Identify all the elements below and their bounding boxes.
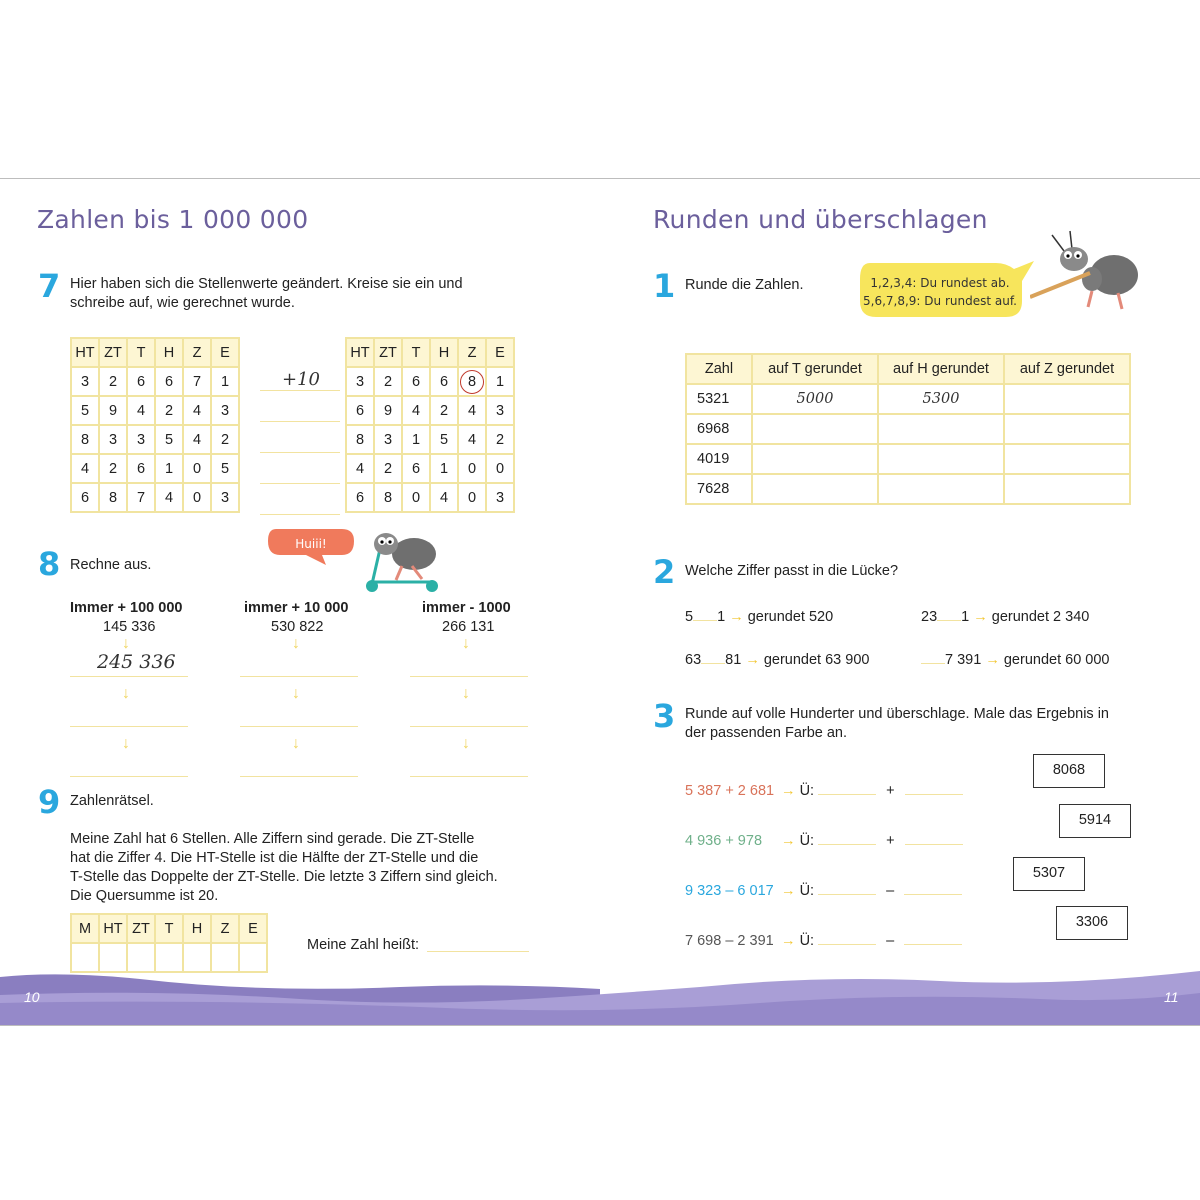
col-header: auf T gerundet bbox=[752, 354, 878, 384]
arrow-down-icon: ↓ bbox=[122, 635, 130, 652]
col-header: H bbox=[155, 338, 183, 367]
grid-cell: 2 bbox=[430, 396, 458, 425]
grid-cell: 2 bbox=[374, 367, 402, 396]
grid-cell: 4 bbox=[127, 396, 155, 425]
col-header: E bbox=[486, 338, 514, 367]
digit-gap[interactable] bbox=[693, 606, 717, 621]
workbook-spread bbox=[0, 178, 1200, 1026]
task3-text-line2: der passenden Farbe an. bbox=[685, 725, 848, 741]
grid-cell: 7 bbox=[183, 367, 211, 396]
page-number-right: 11 bbox=[1164, 989, 1179, 1005]
grid-cell: 1 bbox=[486, 367, 514, 396]
task7-answer-1: +10 bbox=[282, 369, 320, 390]
table-cell-answer[interactable] bbox=[752, 414, 878, 444]
estimate-gap[interactable] bbox=[818, 880, 876, 895]
arrow-right-icon: → bbox=[781, 933, 796, 949]
rounded-value: gerundet 63 900 bbox=[763, 652, 870, 668]
grid-cell: 4 bbox=[458, 396, 486, 425]
grid-cell: 6 bbox=[71, 483, 99, 512]
grid-cell: 2 bbox=[374, 454, 402, 483]
arrow-right-icon: → bbox=[729, 609, 744, 625]
grid-cell: 6 bbox=[402, 367, 430, 396]
col-header: Z bbox=[458, 338, 486, 367]
arrow-down-icon: ↓ bbox=[292, 685, 300, 702]
ant-with-pencil-illustration bbox=[1030, 229, 1142, 313]
grid-cell: 4 bbox=[458, 425, 486, 454]
expression: 9 323 – 6 017 bbox=[685, 883, 774, 899]
answer-line[interactable] bbox=[260, 421, 340, 422]
grid-cell: 0 bbox=[183, 454, 211, 483]
speech-bubble bbox=[266, 525, 356, 567]
task8-col3-start: 266 131 bbox=[442, 619, 495, 635]
digits-after: 7 391 bbox=[945, 652, 982, 668]
arrow-down-icon: ↓ bbox=[462, 635, 470, 652]
expression: 5 387 + 2 681 bbox=[685, 783, 775, 799]
rule-speech-bubble bbox=[856, 257, 1036, 323]
task8-answer-1: 245 336 bbox=[97, 651, 176, 673]
grid-cell: 3 bbox=[71, 367, 99, 396]
col-header: H bbox=[183, 914, 211, 943]
grid-cell: 3 bbox=[486, 396, 514, 425]
grid-cell: 6 bbox=[127, 367, 155, 396]
grid-cell: 8 bbox=[71, 425, 99, 454]
grid-cell: 4 bbox=[71, 454, 99, 483]
grid-cell: 2 bbox=[211, 425, 239, 454]
grid-cell-circled bbox=[458, 367, 486, 396]
answer-line[interactable] bbox=[240, 726, 358, 727]
operator: + bbox=[886, 833, 895, 849]
task7-grid-left bbox=[70, 337, 240, 513]
task9-para-line1: Meine Zahl hat 6 Stellen. Alle Ziffern sind gerade. Die ZT-Stelle bbox=[70, 831, 475, 847]
arrow-down-icon: ↓ bbox=[122, 685, 130, 702]
grid-cell: 7 bbox=[127, 483, 155, 512]
task8-col2-start: 530 822 bbox=[271, 619, 324, 635]
grid-cell: 1 bbox=[402, 425, 430, 454]
arrow-right-icon: → bbox=[745, 652, 760, 668]
col-header: T bbox=[155, 914, 183, 943]
grid-cell: 4 bbox=[430, 483, 458, 512]
col-header: E bbox=[239, 914, 267, 943]
grid-cell: 6 bbox=[155, 367, 183, 396]
grid-cell: 0 bbox=[458, 483, 486, 512]
grid-cell: 1 bbox=[211, 367, 239, 396]
task8-col3-head: immer - 1000 bbox=[422, 600, 511, 616]
col-header: E bbox=[211, 338, 239, 367]
grid-cell: 2 bbox=[99, 454, 127, 483]
grid-cell: 6 bbox=[346, 396, 374, 425]
rounding-table bbox=[685, 353, 1131, 505]
answer-line[interactable] bbox=[427, 951, 529, 952]
estimate-gap[interactable] bbox=[904, 930, 962, 945]
rule-line-2: 5,6,7,8,9: Du rundest auf. bbox=[863, 294, 1017, 308]
arrow-right-icon: → bbox=[781, 883, 796, 899]
answer-line[interactable] bbox=[70, 776, 188, 777]
grid-cell: 3 bbox=[374, 425, 402, 454]
estimate-label: Ü: bbox=[799, 833, 815, 849]
table-cell-number: 4019 bbox=[686, 444, 752, 474]
task9-para-line4: Die Quersumme ist 20. bbox=[70, 888, 219, 904]
grid-cell: 0 bbox=[486, 454, 514, 483]
result-box[interactable]: 8068 bbox=[1033, 754, 1105, 788]
grid-cell: 8 bbox=[346, 425, 374, 454]
col-header: Z bbox=[211, 914, 239, 943]
arrow-right-icon: → bbox=[973, 609, 988, 625]
task-number-9: 9 bbox=[38, 783, 61, 821]
col-header: auf Z gerundet bbox=[1004, 354, 1130, 384]
arrow-down-icon: ↓ bbox=[292, 635, 300, 652]
task9-para-line2: hat die Ziffer 4. Die HT-Stelle ist die Hälfte der ZT-Stelle und die bbox=[70, 850, 479, 866]
digit-gap[interactable] bbox=[921, 649, 945, 664]
grid-cell: 2 bbox=[486, 425, 514, 454]
task8-text: Rechne aus. bbox=[70, 557, 152, 573]
estimate-gap[interactable] bbox=[905, 780, 963, 795]
col-header: H bbox=[430, 338, 458, 367]
task3-row-3 bbox=[685, 880, 962, 901]
grid-cell: 4 bbox=[346, 454, 374, 483]
task2-item-3 bbox=[685, 649, 869, 670]
table-cell-answer[interactable]: 5000 bbox=[752, 384, 878, 414]
col-header: ZT bbox=[374, 338, 402, 367]
expression: 4 936 + 978 bbox=[685, 833, 763, 849]
col-header: auf H gerundet bbox=[878, 354, 1004, 384]
task2-text: Welche Ziffer passt in die Lücke? bbox=[685, 563, 899, 579]
ant-scooter-illustration bbox=[352, 524, 452, 594]
arrow-down-icon: ↓ bbox=[122, 735, 130, 752]
rounded-value: gerundet 520 bbox=[747, 609, 834, 625]
grid-cell: 3 bbox=[211, 396, 239, 425]
answer-line[interactable] bbox=[410, 776, 528, 777]
col-header: ZT bbox=[99, 338, 127, 367]
digit-gap[interactable] bbox=[701, 649, 725, 664]
digits-after: 81 bbox=[725, 652, 742, 668]
grid-cell: 9 bbox=[99, 396, 127, 425]
task-number-7: 7 bbox=[38, 267, 61, 305]
page-title-right: Runden und überschlagen bbox=[653, 205, 988, 234]
answer-line[interactable] bbox=[410, 726, 528, 727]
arrow-down-icon: ↓ bbox=[292, 735, 300, 752]
grid-cell: 3 bbox=[99, 425, 127, 454]
estimate-label: Ü: bbox=[799, 883, 815, 899]
answer-line[interactable] bbox=[70, 676, 188, 677]
grid-cell: 6 bbox=[402, 454, 430, 483]
digits-before: 5 bbox=[685, 609, 694, 625]
grid-cell: 4 bbox=[155, 483, 183, 512]
col-header: HT bbox=[99, 914, 127, 943]
grid-cell: 8 bbox=[99, 483, 127, 512]
estimate-gap[interactable] bbox=[904, 880, 962, 895]
operator: – bbox=[886, 883, 895, 899]
arrow-right-icon: → bbox=[781, 783, 796, 799]
estimate-label: Ü: bbox=[799, 933, 815, 949]
grid-cell: 3 bbox=[127, 425, 155, 454]
grid-cell: 5 bbox=[211, 454, 239, 483]
grid-cell: 5 bbox=[430, 425, 458, 454]
task8-col1-head: Immer + 100 000 bbox=[70, 600, 183, 616]
table-cell-number: 7628 bbox=[686, 474, 752, 504]
table-cell-answer[interactable] bbox=[878, 414, 1004, 444]
answer-line[interactable] bbox=[260, 390, 340, 391]
operator: + bbox=[886, 783, 895, 799]
table-cell-number: 6968 bbox=[686, 414, 752, 444]
grid-cell: 3 bbox=[211, 483, 239, 512]
col-header: ZT bbox=[127, 914, 155, 943]
task9-para-line3: T-Stelle das Doppelte der ZT-Stelle. Die letzte 3 Ziffern sind gleich. bbox=[70, 869, 498, 885]
task3-text-line1: Runde auf volle Hunderter und überschlage. Male das Ergebnis in bbox=[685, 706, 1109, 722]
grid-cell: 6 bbox=[127, 454, 155, 483]
digits-after: 1 bbox=[717, 609, 726, 625]
grid-cell: 1 bbox=[430, 454, 458, 483]
result-box[interactable]: 5307 bbox=[1013, 857, 1085, 891]
col-header: Zahl bbox=[686, 354, 752, 384]
grid-cell: 4 bbox=[183, 396, 211, 425]
task2-item-2 bbox=[921, 606, 1089, 627]
table-cell-answer[interactable] bbox=[1004, 474, 1130, 504]
col-header: HT bbox=[346, 338, 374, 367]
operator: – bbox=[886, 933, 895, 949]
grid-cell: 5 bbox=[71, 396, 99, 425]
answer-line[interactable] bbox=[240, 776, 358, 777]
grid-cell: 8 bbox=[374, 483, 402, 512]
task3-row-1 bbox=[685, 780, 963, 801]
table-cell-answer[interactable] bbox=[878, 474, 1004, 504]
task3-row-2 bbox=[685, 830, 963, 851]
col-header: Z bbox=[183, 338, 211, 367]
grid-cell: 0 bbox=[402, 483, 430, 512]
answer-line[interactable] bbox=[410, 676, 528, 677]
rounded-value: gerundet 60 000 bbox=[1003, 652, 1110, 668]
answer-line[interactable] bbox=[260, 483, 340, 484]
page-number-left: 10 bbox=[24, 989, 40, 1005]
table-cell-answer[interactable]: 5300 bbox=[878, 384, 1004, 414]
circled-digit: 8 bbox=[460, 370, 484, 394]
table-cell-answer[interactable] bbox=[752, 444, 878, 474]
task-number-8: 8 bbox=[38, 545, 61, 583]
rule-line-1: 1,2,3,4: Du rundest ab. bbox=[870, 276, 1010, 290]
grid-cell: 0 bbox=[458, 454, 486, 483]
table-cell-number: 5321 bbox=[686, 384, 752, 414]
grid-cell: 3 bbox=[486, 483, 514, 512]
col-header: HT bbox=[71, 338, 99, 367]
task8-col1-start: 145 336 bbox=[103, 619, 156, 635]
answer-line[interactable] bbox=[70, 726, 188, 727]
grid-cell: 2 bbox=[99, 367, 127, 396]
grid-cell: 3 bbox=[346, 367, 374, 396]
digits-after: 1 bbox=[961, 609, 970, 625]
digits-before: 63 bbox=[685, 652, 702, 668]
digit-gap[interactable] bbox=[937, 606, 961, 621]
col-header: T bbox=[402, 338, 430, 367]
estimate-gap[interactable] bbox=[818, 780, 876, 795]
task2-item-4 bbox=[921, 649, 1109, 670]
grid-cell: 5 bbox=[155, 425, 183, 454]
col-header: T bbox=[127, 338, 155, 367]
task9-text: Zahlenrätsel. bbox=[70, 793, 154, 809]
arrow-right-icon: → bbox=[781, 833, 796, 849]
bubble-text: Huiii! bbox=[295, 537, 327, 551]
task-number-2: 2 bbox=[653, 553, 676, 591]
table-cell-answer[interactable] bbox=[1004, 414, 1130, 444]
col-header: M bbox=[71, 914, 99, 943]
estimate-gap[interactable] bbox=[818, 930, 876, 945]
task1-text: Runde die Zahlen. bbox=[685, 277, 804, 293]
rounded-value: gerundet 2 340 bbox=[991, 609, 1090, 625]
result-box[interactable]: 3306 bbox=[1056, 906, 1128, 940]
grid-cell: 2 bbox=[155, 396, 183, 425]
table-cell-answer[interactable] bbox=[1004, 444, 1130, 474]
arrow-down-icon: ↓ bbox=[462, 735, 470, 752]
result-box[interactable]: 5914 bbox=[1059, 804, 1131, 838]
answer-line[interactable] bbox=[260, 452, 340, 453]
grid-cell: 6 bbox=[430, 367, 458, 396]
grid-cell: 1 bbox=[155, 454, 183, 483]
task2-item-1 bbox=[685, 606, 833, 627]
digits-before: 23 bbox=[921, 609, 938, 625]
estimate-label: Ü: bbox=[799, 783, 815, 799]
task7-text-line1: Hier haben sich die Stellenwerte geändert. Kreise sie ein und bbox=[70, 276, 463, 292]
arrow-down-icon: ↓ bbox=[462, 685, 470, 702]
grid-cell: 4 bbox=[402, 396, 430, 425]
task3-row-4 bbox=[685, 930, 962, 951]
arrow-right-icon: → bbox=[985, 652, 1000, 668]
grid-cell: 6 bbox=[346, 483, 374, 512]
task-number-3: 3 bbox=[653, 697, 676, 735]
grid-cell: 0 bbox=[183, 483, 211, 512]
grid-cell: 9 bbox=[374, 396, 402, 425]
expression: 7 698 – 2 391 bbox=[685, 933, 774, 949]
answer-line[interactable] bbox=[240, 676, 358, 677]
page-title-left: Zahlen bis 1 000 000 bbox=[37, 205, 309, 234]
footer-wave bbox=[0, 959, 1200, 1025]
table-cell-answer[interactable] bbox=[752, 474, 878, 504]
answer-line[interactable] bbox=[260, 514, 340, 515]
estimate-gap[interactable] bbox=[905, 830, 963, 845]
table-cell-answer[interactable] bbox=[1004, 384, 1130, 414]
task8-col2-head: immer + 10 000 bbox=[244, 600, 349, 616]
grid-cell: 4 bbox=[183, 425, 211, 454]
estimate-gap[interactable] bbox=[818, 830, 876, 845]
task7-text-line2: schreibe auf, wie gerechnet wurde. bbox=[70, 295, 295, 311]
task7-grid-right bbox=[345, 337, 515, 513]
table-cell-answer[interactable] bbox=[878, 444, 1004, 474]
task-number-1: 1 bbox=[653, 267, 676, 305]
task9-answer-label: Meine Zahl heißt: bbox=[307, 937, 420, 953]
